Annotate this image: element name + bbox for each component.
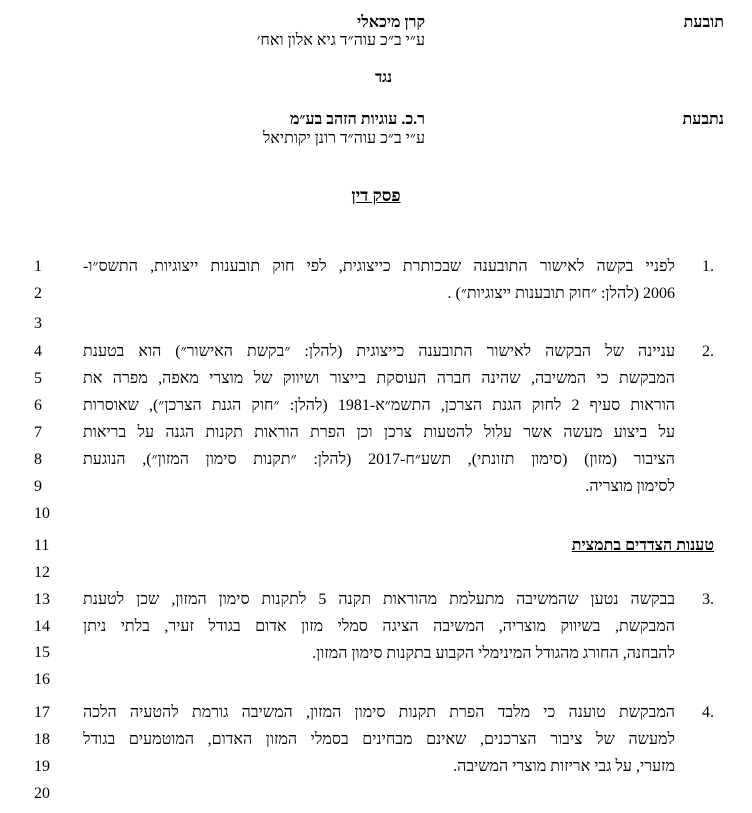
line-number: 8 [34,451,42,468]
section-heading: טענות הצדדים בתמצית [571,537,714,554]
line-number: 9 [34,478,42,495]
defendant-label: נתבעת [682,111,724,128]
line-number: 16 [34,671,50,688]
line-number: 12 [34,564,50,581]
defendant-representative: ע״י ב״כ עוה״ד רונן יקותיאל [262,130,425,147]
defendant-name: ר.כ. עוגיות הזהב בע״מ [289,111,425,128]
line-number: 6 [34,397,42,414]
line-number: 17 [34,704,50,721]
paragraph-line: הציבור (מזון) (סימון תזונתי), תשע״ח-2017 (להלן: ״תקנות סימון המזון״), הנוגעת [83,451,675,468]
paragraph-line: בבקשה נטען שהמשיבה מתעלמת מהוראות תקנה 5 לתקנות סימון המזון, שכן לטענת [83,591,675,608]
paragraph-number: 2. [702,343,714,360]
line-number: 1 [34,258,42,275]
line-number: 13 [34,591,50,608]
paragraph-line: מזערי, על גבי אריזות מוצרי המשיבה. [453,758,675,775]
paragraph-line: 2006 (להלן: ״חוק תובענות ייצוגיות״) . [447,285,675,302]
paragraph-number: 1. [702,258,714,275]
line-number: 20 [34,785,50,802]
line-number: 18 [34,731,50,748]
line-number: 2 [34,285,42,302]
paragraph-line: המבקשת, בשיווק מוצריה, המשיבה הציגה סמלי מזון אדום בגודל זעיר, בלתי ניתן [83,618,675,635]
plaintiff-name: קרן מיכאלי [357,14,425,31]
paragraph-line: המבקשת כי המשיבה, שהינה חברה העוסקת בייצור ושיווק של מוצרי מאפה, מפרה את [83,370,675,387]
paragraph-line: עניינה של הבקשה לאישור התובענה כייצוגית (להלן: ״בקשת האישור״) הוא בטענת [83,343,675,360]
line-number: 3 [34,315,42,332]
paragraph-line: על ביצוע מעשה אשר עלול להטעות צרכן וכן הפרת הוראות תקנות הגנה על בריאות [83,424,675,441]
versus-label: נגד [374,70,392,86]
paragraph-number: 3. [702,591,714,608]
line-number: 10 [34,505,50,522]
line-number: 15 [34,644,50,661]
plaintiff-representative: ע״י ב״כ עוה״ד גיא אלון ואח׳ [256,32,425,49]
paragraph-line: המבקשת טוענה כי מלבד הפרת תקנות סימון המזון, המשיבה גורמת להטעיה הלכה [83,704,675,721]
line-number: 11 [34,537,50,554]
line-number: 4 [34,343,42,360]
page-title: פסק דין [351,186,401,205]
plaintiff-label: תובעת [683,14,724,31]
line-number: 5 [34,370,42,387]
line-number: 7 [34,424,42,441]
paragraph-line: למעשה של ציבור הצרכנים, שאינם מבחינים בסמלי המזון האדום, המוטמעים בגודל [83,731,675,748]
line-number: 14 [34,618,50,635]
paragraph-line: לפניי בקשה לאישור התובענה שבכותרת כייצוגית, לפי חוק תובענות ייצוגיות, התשס״ו- [83,258,675,275]
paragraph-line: הוראות סעיף 2 לחוק הגנת הצרכן, התשמ״א-1981 (להלן: ״חוק הגנת הצרכן״), שאוסרות [83,397,675,414]
line-number: 19 [34,758,50,775]
paragraph-line: לסימון מוצריה. [585,478,675,495]
paragraph-number: 4. [702,704,714,721]
paragraph-line: להבחנה, החורג מהגודל המינימלי הקבוע בתקנות סימון המזון. [312,645,675,662]
